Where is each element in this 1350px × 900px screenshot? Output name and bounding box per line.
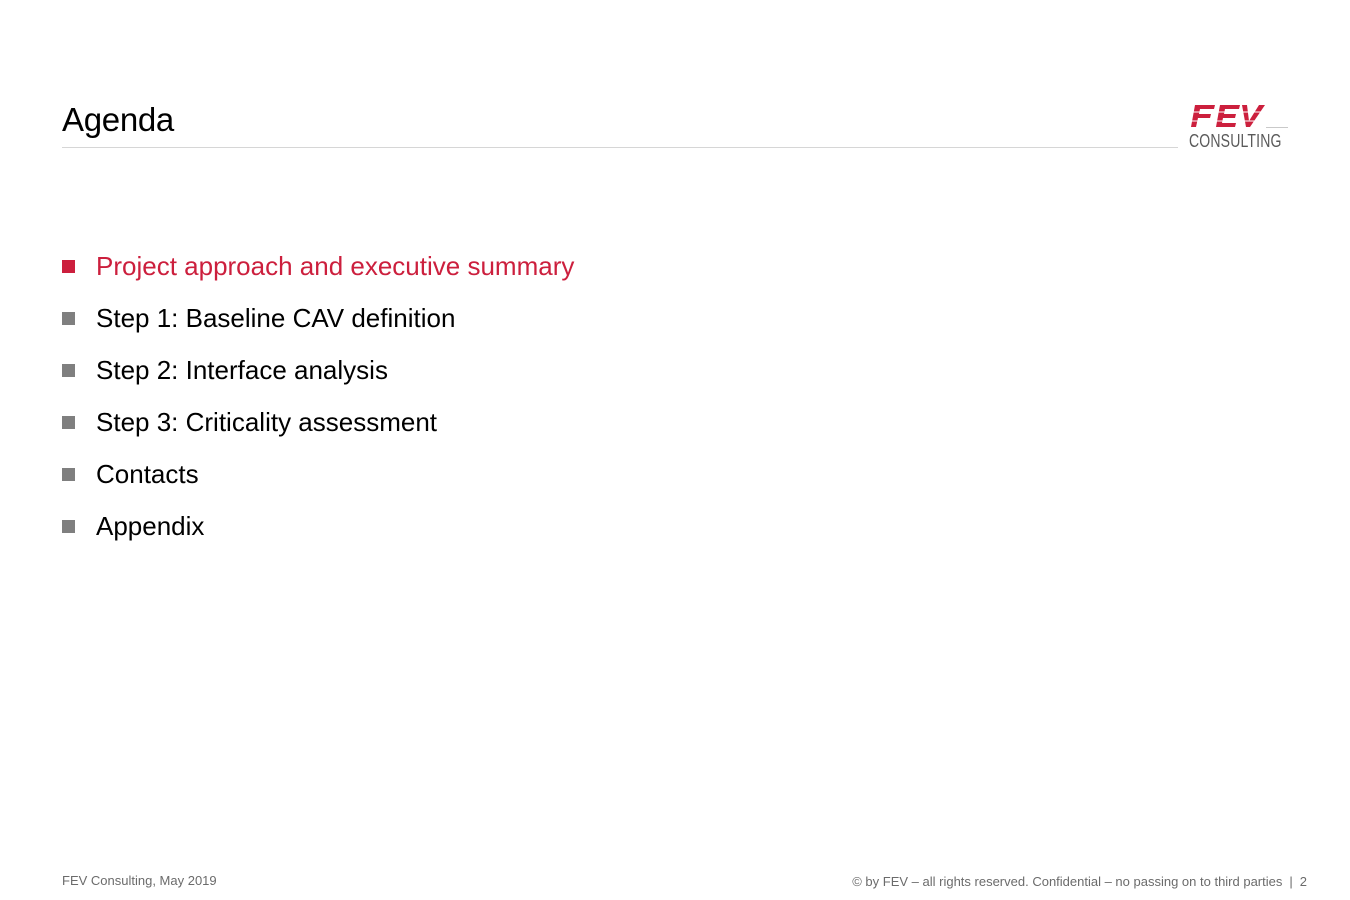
square-bullet-icon	[62, 260, 75, 273]
agenda-item-label: Step 2: Interface analysis	[96, 355, 388, 385]
footer-copyright	[852, 874, 1307, 890]
fev-consulting-logo	[1188, 103, 1288, 151]
agenda-item-contacts	[62, 448, 574, 500]
square-bullet-icon	[62, 468, 75, 481]
agenda-item-project-approach	[62, 240, 574, 292]
logo-subtitle: CONSULTING	[1189, 131, 1282, 151]
square-bullet-icon	[62, 416, 75, 429]
agenda-item-label: Step 3: Criticality assessment	[96, 407, 438, 437]
square-bullet-icon	[62, 364, 75, 377]
logo-rule	[1266, 127, 1288, 128]
agenda-item-label: Appendix	[96, 511, 205, 541]
square-bullet-icon	[62, 520, 75, 533]
agenda-item-appendix	[62, 500, 574, 552]
agenda-item-step-1	[62, 292, 574, 344]
footer-separator: |	[1289, 874, 1293, 889]
page-number: 2	[1299, 874, 1307, 889]
agenda-item-label: Project approach and executive summary	[96, 251, 575, 281]
footer-company-date: FEV Consulting, May 2019	[62, 873, 217, 888]
footer-copyright-text: © by FEV – all rights reserved. Confidential – no passing on to third parties	[852, 874, 1283, 889]
agenda-item-step-2	[62, 344, 574, 396]
slide-title: Agenda	[62, 101, 174, 138]
agenda-item-label: Contacts	[96, 459, 199, 489]
title-divider	[62, 147, 1178, 148]
fev-logo-icon	[1188, 103, 1266, 129]
square-bullet-icon	[62, 312, 75, 325]
agenda-item-label: Step 1: Baseline CAV definition	[96, 303, 456, 333]
agenda-item-step-3	[62, 396, 574, 448]
agenda-list	[62, 240, 574, 552]
